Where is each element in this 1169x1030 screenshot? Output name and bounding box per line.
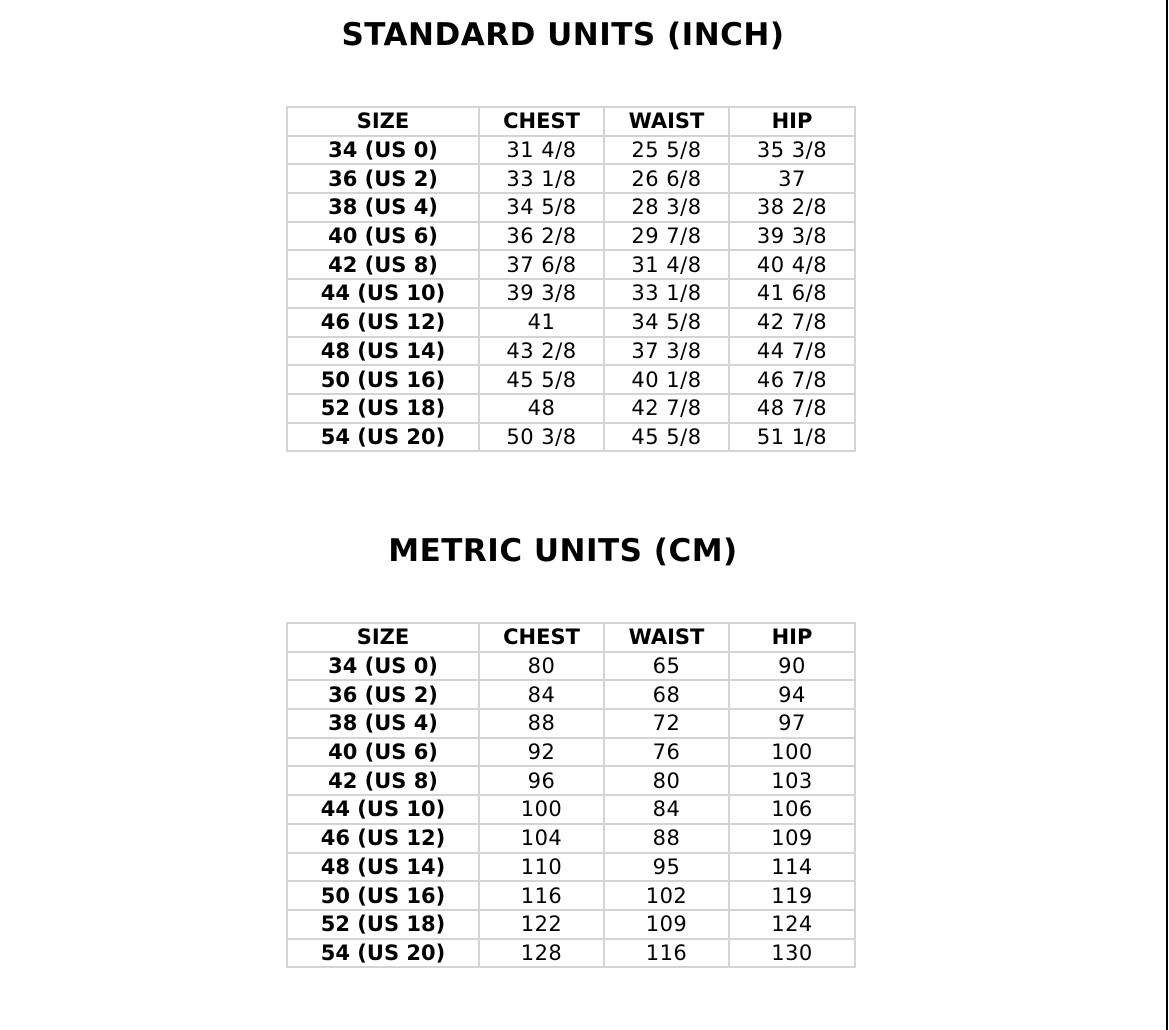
chest-cell: 50 3/8 <box>479 423 604 452</box>
size-cell: 48 (US 14) <box>287 853 479 882</box>
chest-cell: 41 <box>479 308 604 337</box>
metric-units-title: METRIC UNITS (CM) <box>388 533 738 569</box>
size-cell: 36 (US 2) <box>287 164 479 193</box>
size-cell: 54 (US 20) <box>287 939 479 968</box>
waist-cell: 26 6/8 <box>604 164 729 193</box>
table-row <box>287 365 855 394</box>
chest-cell: 34 5/8 <box>479 193 604 222</box>
metric-table-body <box>287 652 855 968</box>
waist-cell: 95 <box>604 853 729 882</box>
table-row <box>287 881 855 910</box>
hip-cell: 46 7/8 <box>729 365 855 394</box>
standard-table-body <box>287 136 855 452</box>
chest-cell: 80 <box>479 652 604 681</box>
hip-cell: 44 7/8 <box>729 337 855 366</box>
table-row <box>287 136 855 165</box>
table-header-row <box>287 107 855 136</box>
table-row <box>287 910 855 939</box>
size-cell: 52 (US 18) <box>287 394 479 423</box>
hip-cell: 41 6/8 <box>729 279 855 308</box>
size-cell: 36 (US 2) <box>287 680 479 709</box>
hip-cell: 109 <box>729 824 855 853</box>
waist-cell: 68 <box>604 680 729 709</box>
size-cell: 42 (US 8) <box>287 250 479 279</box>
table-row <box>287 164 855 193</box>
table-row <box>287 853 855 882</box>
chest-cell: 84 <box>479 680 604 709</box>
waist-cell: 40 1/8 <box>604 365 729 394</box>
table-row <box>287 193 855 222</box>
chest-cell: 43 2/8 <box>479 337 604 366</box>
size-cell: 44 (US 10) <box>287 279 479 308</box>
waist-cell: 72 <box>604 709 729 738</box>
waist-cell: 34 5/8 <box>604 308 729 337</box>
table-row <box>287 766 855 795</box>
header-waist: WAIST <box>604 107 729 136</box>
hip-cell: 119 <box>729 881 855 910</box>
chest-cell: 37 6/8 <box>479 250 604 279</box>
header-chest: CHEST <box>479 107 604 136</box>
size-cell: 38 (US 4) <box>287 709 479 738</box>
chest-cell: 88 <box>479 709 604 738</box>
size-cell: 40 (US 6) <box>287 222 479 251</box>
header-waist: WAIST <box>604 623 729 652</box>
chest-cell: 104 <box>479 824 604 853</box>
size-cell: 44 (US 10) <box>287 795 479 824</box>
hip-cell: 124 <box>729 910 855 939</box>
table-row <box>287 250 855 279</box>
page-right-border <box>1166 0 1168 1030</box>
table-row <box>287 222 855 251</box>
size-cell: 54 (US 20) <box>287 423 479 452</box>
table-row <box>287 709 855 738</box>
chest-cell: 128 <box>479 939 604 968</box>
size-cell: 42 (US 8) <box>287 766 479 795</box>
hip-cell: 37 <box>729 164 855 193</box>
hip-cell: 90 <box>729 652 855 681</box>
waist-cell: 28 3/8 <box>604 193 729 222</box>
waist-cell: 65 <box>604 652 729 681</box>
waist-cell: 76 <box>604 738 729 767</box>
hip-cell: 106 <box>729 795 855 824</box>
table-row <box>287 738 855 767</box>
waist-cell: 33 1/8 <box>604 279 729 308</box>
hip-cell: 114 <box>729 853 855 882</box>
size-cell: 50 (US 16) <box>287 881 479 910</box>
header-size: SIZE <box>287 623 479 652</box>
table-row <box>287 939 855 968</box>
chest-cell: 33 1/8 <box>479 164 604 193</box>
size-cell: 34 (US 0) <box>287 652 479 681</box>
waist-cell: 88 <box>604 824 729 853</box>
chest-cell: 116 <box>479 881 604 910</box>
hip-cell: 38 2/8 <box>729 193 855 222</box>
chest-cell: 110 <box>479 853 604 882</box>
hip-cell: 48 7/8 <box>729 394 855 423</box>
metric-size-table <box>286 622 856 968</box>
table-header-row <box>287 623 855 652</box>
hip-cell: 130 <box>729 939 855 968</box>
table-row <box>287 279 855 308</box>
waist-cell: 42 7/8 <box>604 394 729 423</box>
chest-cell: 100 <box>479 795 604 824</box>
waist-cell: 109 <box>604 910 729 939</box>
size-cell: 38 (US 4) <box>287 193 479 222</box>
hip-cell: 40 4/8 <box>729 250 855 279</box>
table-row <box>287 680 855 709</box>
hip-cell: 35 3/8 <box>729 136 855 165</box>
size-cell: 52 (US 18) <box>287 910 479 939</box>
waist-cell: 31 4/8 <box>604 250 729 279</box>
chest-cell: 45 5/8 <box>479 365 604 394</box>
hip-cell: 39 3/8 <box>729 222 855 251</box>
chest-cell: 39 3/8 <box>479 279 604 308</box>
hip-cell: 100 <box>729 738 855 767</box>
table-row <box>287 394 855 423</box>
hip-cell: 51 1/8 <box>729 423 855 452</box>
waist-cell: 84 <box>604 795 729 824</box>
chest-cell: 122 <box>479 910 604 939</box>
chest-cell: 31 4/8 <box>479 136 604 165</box>
header-hip: HIP <box>729 623 855 652</box>
table-row <box>287 423 855 452</box>
standard-units-title: STANDARD UNITS (INCH) <box>341 17 785 53</box>
header-size: SIZE <box>287 107 479 136</box>
chest-cell: 96 <box>479 766 604 795</box>
size-cell: 50 (US 16) <box>287 365 479 394</box>
size-cell: 34 (US 0) <box>287 136 479 165</box>
chest-cell: 92 <box>479 738 604 767</box>
waist-cell: 29 7/8 <box>604 222 729 251</box>
header-hip: HIP <box>729 107 855 136</box>
waist-cell: 102 <box>604 881 729 910</box>
header-chest: CHEST <box>479 623 604 652</box>
table-row <box>287 308 855 337</box>
hip-cell: 94 <box>729 680 855 709</box>
hip-cell: 42 7/8 <box>729 308 855 337</box>
size-cell: 46 (US 12) <box>287 824 479 853</box>
hip-cell: 97 <box>729 709 855 738</box>
chest-cell: 36 2/8 <box>479 222 604 251</box>
waist-cell: 45 5/8 <box>604 423 729 452</box>
table-row <box>287 795 855 824</box>
waist-cell: 25 5/8 <box>604 136 729 165</box>
waist-cell: 37 3/8 <box>604 337 729 366</box>
size-cell: 40 (US 6) <box>287 738 479 767</box>
table-row <box>287 337 855 366</box>
hip-cell: 103 <box>729 766 855 795</box>
size-cell: 46 (US 12) <box>287 308 479 337</box>
size-cell: 48 (US 14) <box>287 337 479 366</box>
waist-cell: 116 <box>604 939 729 968</box>
standard-size-table <box>286 106 856 452</box>
table-row <box>287 652 855 681</box>
chest-cell: 48 <box>479 394 604 423</box>
waist-cell: 80 <box>604 766 729 795</box>
table-row <box>287 824 855 853</box>
